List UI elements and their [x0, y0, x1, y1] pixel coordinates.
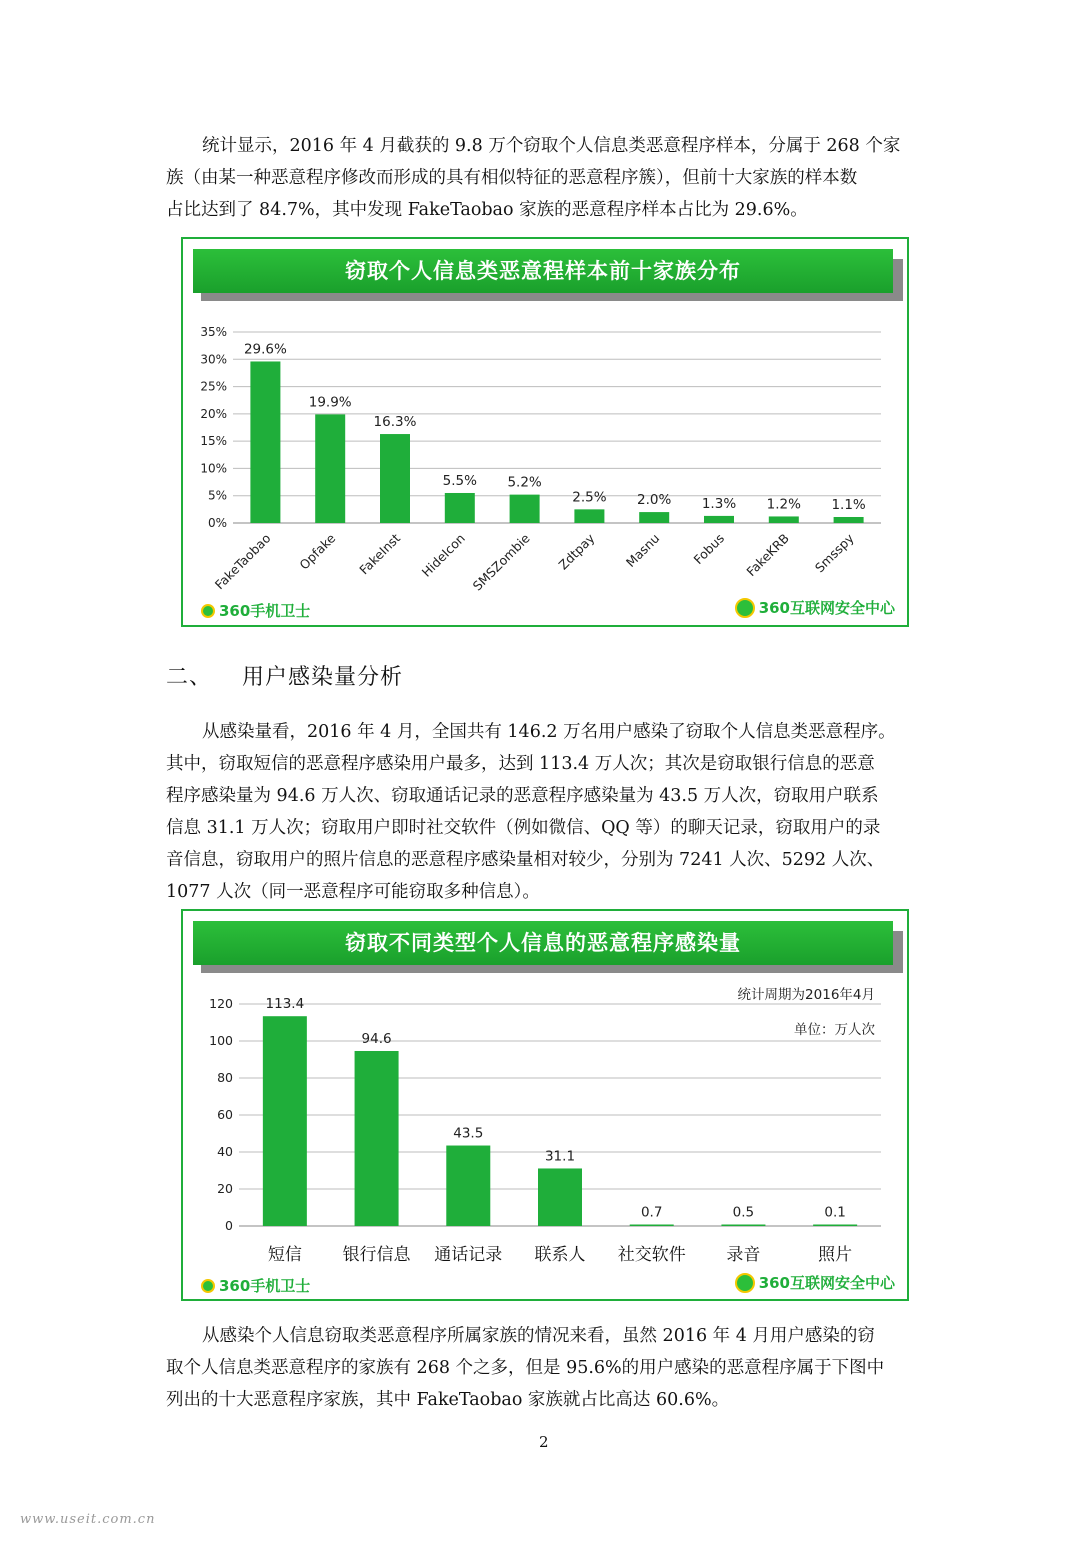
unit-note: 单位：万人次: [794, 1022, 875, 1038]
section-number: 二、: [166, 665, 213, 690]
data-label: 2.5%: [572, 489, 607, 506]
y-tick-label: 25%: [200, 379, 227, 394]
data-label: 43.5: [453, 1125, 484, 1142]
logo-text: 360手机卫士: [219, 1277, 311, 1295]
bar-chart-svg: [183, 911, 907, 1299]
data-label: 1.1%: [831, 496, 866, 513]
x-tick-label: FakeInst: [356, 530, 404, 578]
logo-360-mobile-guard: [201, 600, 310, 621]
text-line: 其中，窃取短信的恶意程序感染用户最多，达到 113.4 万人次；其次是窃取银行信息的恶意: [166, 754, 875, 774]
logo-text: 360手机卫士: [219, 602, 311, 620]
text-line: 从感染个人信息窃取类恶意程序所属家族的情况来看，虽然 2016 年 4 月用户感染的窃: [202, 1326, 875, 1346]
y-tick-label: 30%: [200, 352, 227, 367]
y-tick-label: 0: [225, 1218, 233, 1233]
logo-360-icon: [201, 1279, 215, 1293]
y-tick-label: 80: [217, 1070, 233, 1085]
logo-360-security-center: [735, 597, 895, 618]
family-paragraph: [166, 1320, 928, 1416]
bar: [574, 509, 604, 523]
x-tick-label: SMSZombie: [469, 530, 533, 594]
data-label: 0.5: [732, 1204, 755, 1221]
text-line: 音信息，窃取用户的照片信息的恶意程序感染量相对较少，分别为 7241 人次、5292 人次、: [166, 850, 885, 870]
logo-360-icon: [735, 1273, 755, 1293]
x-tick-label: 通话记录: [434, 1245, 503, 1265]
bar: [834, 517, 864, 523]
bar: [538, 1168, 582, 1226]
text-line: 取个人信息类恶意程序的家族有 268 个之多，但是 95.6%的用户感染的恶意程序属于下图中: [166, 1358, 885, 1378]
bar: [446, 1146, 490, 1226]
bar: [250, 361, 280, 523]
data-label: 94.6: [361, 1030, 392, 1047]
text-line: 列出的十大恶意程序家族，其中 FakeTaobao 家族就占比高达 60.6%。: [166, 1390, 730, 1410]
bar: [813, 1225, 857, 1227]
y-tick-label: 15%: [200, 434, 227, 449]
x-tick-label: FakeTaobao: [211, 530, 274, 593]
infection-volume-chart: [181, 909, 909, 1301]
intro-paragraph: [166, 130, 928, 226]
bar: [510, 495, 540, 523]
x-tick-label: 银行信息: [342, 1245, 411, 1265]
y-tick-label: 20%: [200, 406, 227, 421]
bar: [639, 512, 669, 523]
x-tick-label: Opfake: [296, 530, 339, 573]
chart-banner: 窃取个人信息类恶意程样本前十家族分布: [193, 249, 893, 293]
y-tick-label: 0%: [207, 516, 227, 530]
bar: [355, 1051, 399, 1226]
x-tick-label: 短信: [267, 1245, 302, 1265]
data-label: 19.9%: [308, 394, 352, 411]
y-tick-label: 5%: [207, 488, 227, 503]
logo-360-icon: [201, 604, 215, 618]
bar: [704, 516, 734, 523]
x-tick-label: FakeKRB: [743, 530, 792, 580]
data-label: 31.1: [544, 1148, 576, 1165]
y-tick-label: 40: [217, 1144, 233, 1159]
data-label: 1.3%: [701, 495, 737, 512]
data-label: 5.2%: [507, 474, 542, 491]
bar: [315, 414, 345, 523]
x-tick-label: 录音: [726, 1245, 761, 1265]
logo-360-mobile-guard: [201, 1275, 310, 1296]
y-tick-label: 120: [209, 996, 233, 1011]
x-tick-label: HideIcon: [418, 530, 468, 580]
bar-chart-svg: [183, 239, 907, 625]
data-label: 29.6%: [243, 341, 287, 358]
x-tick-label: 联系人: [534, 1245, 586, 1265]
text-line: 统计显示，2016 年 4 月截获的 9.8 万个窃取个人信息类恶意程序样本，分属于 268 个家: [202, 136, 901, 156]
data-label: 16.3%: [373, 414, 417, 431]
y-tick-label: 100: [209, 1033, 233, 1048]
section-heading: [166, 660, 403, 691]
logo-text: 360互联网安全中心: [758, 1274, 895, 1292]
y-tick-label: 20: [217, 1181, 233, 1196]
bar: [263, 1016, 307, 1226]
y-tick-label: 60: [217, 1107, 233, 1122]
x-tick-label: Smsspy: [811, 530, 857, 576]
x-tick-label: 社交软件: [617, 1245, 686, 1265]
x-tick-label: Masnu: [622, 530, 663, 570]
family-distribution-chart: [181, 237, 909, 627]
data-label: 5.5%: [442, 472, 477, 489]
x-tick-label: 照片: [818, 1245, 853, 1265]
x-tick-label: Zdtpay: [555, 530, 598, 573]
infection-paragraph: [166, 716, 928, 908]
chart-banner: 窃取不同类型个人信息的恶意程序感染量: [193, 921, 893, 965]
y-tick-label: 10%: [200, 461, 227, 476]
y-tick-label: 35%: [200, 325, 227, 339]
data-label: 0.1: [824, 1204, 846, 1221]
text-line: 信息 31.1 万人次；窃取用户即时社交软件（例如微信、QQ 等）的聊天记录，窃取用户的录: [166, 818, 881, 838]
data-label: 2.0%: [637, 492, 672, 509]
page-number: 2: [539, 1433, 549, 1451]
data-label: 113.4: [265, 996, 305, 1013]
watermark: www.useit.com.cn: [20, 1512, 156, 1527]
data-label: 0.7: [640, 1204, 663, 1221]
logo-text: 360互联网安全中心: [758, 599, 895, 617]
x-tick-label: Fobus: [690, 530, 728, 568]
bar: [380, 434, 410, 523]
text-line: 族（由某一种恶意程序修改而形成的具有相似特征的恶意程序簇），但前十大家族的样本数: [166, 168, 858, 188]
logo-360-security-center: [735, 1272, 895, 1293]
logo-360-icon: [735, 598, 755, 618]
text-line: 1077 人次（同一恶意程序可能窃取多种信息）。: [166, 882, 540, 902]
data-label: 1.2%: [766, 496, 801, 513]
text-line: 占比达到了 84.7%，其中发现 FakeTaobao 家族的恶意程序样本占比为 29.6%。: [166, 200, 808, 220]
text-line: 从感染量看，2016 年 4 月，全国共有 146.2 万名用户感染了窃取个人信息类恶意程序。: [202, 722, 896, 742]
bar: [769, 516, 799, 523]
period-note: 统计周期为2016年4月: [737, 987, 875, 1003]
text-line: 程序感染量为 94.6 万人次、窃取通话记录的恶意程序感染量为 43.5 万人次，窃取用户联系: [166, 786, 879, 806]
bar: [721, 1225, 765, 1227]
section-title: 用户感染量分析: [242, 665, 404, 690]
bar: [630, 1225, 674, 1227]
bar: [445, 493, 475, 523]
